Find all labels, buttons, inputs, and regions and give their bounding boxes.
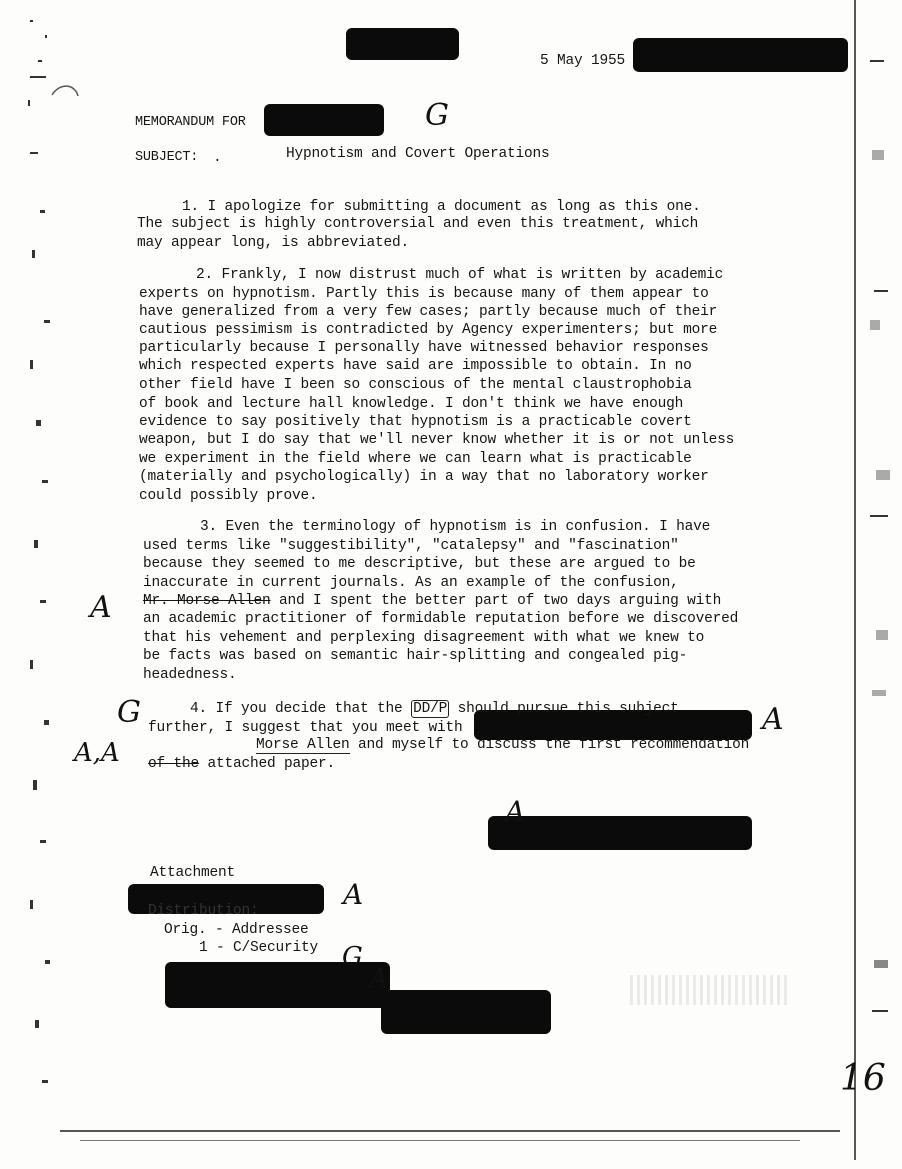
p4-number: 4.	[190, 701, 208, 717]
p4-struck: of the	[148, 756, 200, 772]
subject-dot: .	[213, 150, 222, 166]
p1-line: may appear long, is abbreviated.	[137, 235, 410, 251]
subject-label: SUBJECT:	[135, 150, 199, 165]
handwritten-g-top: G	[425, 98, 449, 133]
distribution-copy1: 1 - C/Security	[199, 940, 319, 956]
handwritten-a-right: A	[762, 702, 784, 737]
memo-label: MEMORANDUM FOR	[135, 115, 246, 130]
handwritten-a-sig: A	[505, 795, 526, 828]
p2-line: particularly because I personally have witnessed behavior responses	[139, 340, 709, 356]
handwritten-g-para4: G	[117, 695, 141, 730]
p3-line: used terms like "suggestibility", "catalepsy" and "fascination"	[143, 538, 679, 554]
p3-line: inaccurate in current journals. As an example of the confusion,	[143, 575, 679, 591]
p4-line-2: further, I suggest that you meet with	[148, 720, 463, 736]
p2-line: cautious pessimism is contradicted by Agency experimenters; but more	[139, 322, 718, 338]
p3-line-with-name	[143, 593, 721, 609]
p3-line: 3. Even the terminology of hypnotism is in confusion. I have	[200, 519, 711, 535]
p2-line: we experiment in the field where we can learn what is practicable	[139, 451, 692, 467]
p3-line: that his vehement and perplexing disagreement with what we knew to	[143, 630, 705, 646]
p2-line: evidence to say positively that hypnotism is a practicable covert	[139, 414, 692, 430]
p1-line: 1. I apologize for submitting a document as long as this one.	[182, 199, 701, 215]
handwritten-a-attachment: A	[343, 878, 364, 911]
p4-line-1	[190, 701, 679, 717]
p4-line-3	[256, 737, 749, 753]
p4-text-a: If you decide that the	[215, 701, 403, 717]
p4-name: Morse Allen	[256, 737, 350, 753]
p2-line: 2. Frankly, I now distrust much of what is written by academic	[196, 267, 724, 283]
p4-line-4-text: attached paper.	[207, 756, 336, 772]
subject-title: Hypnotism and Covert Operations	[286, 146, 550, 162]
p2-line: of book and lecture hall knowledge. I don't think we have enough	[139, 396, 684, 412]
dd-p-boxed: DD/P	[413, 701, 448, 717]
p3-line: because they seemed to me descriptive, but these are argued to be	[143, 556, 696, 572]
p1-line: The subject is highly controversial and even this treatment, which	[137, 216, 699, 232]
handwritten-g-dist: G	[342, 942, 363, 972]
redaction-addressee	[264, 104, 384, 136]
distribution-label: Distribution:	[148, 903, 259, 919]
redaction-top-center	[346, 28, 459, 60]
p2-line: other field have I been so conscious of the mental claustrophobia	[139, 377, 692, 393]
p4-line-4	[148, 756, 335, 772]
p3-line: headedness.	[143, 667, 237, 683]
p2-line: could possibly prove.	[139, 488, 318, 504]
memo-date: 5 May 1955	[540, 53, 626, 69]
handwritten-page-number: 16	[840, 1058, 886, 1099]
p2-line: (materially and psychologically) in a way that no laboratory worker	[139, 469, 709, 485]
p2-line: experts on hypnotism. Partly this is because many of them appear to	[139, 286, 709, 302]
struck-name: Mr. Morse Allen	[143, 593, 271, 609]
p3-line: an academic practitioner of formidable reputation before we discovered	[143, 611, 739, 627]
redaction-top-right	[633, 38, 848, 72]
redaction-signature	[488, 816, 752, 850]
redaction-distribution-2	[381, 990, 551, 1034]
p2-line: have generalized from a very few cases; partly because much of their	[139, 304, 718, 320]
distribution-orig: Orig. - Addressee	[164, 922, 309, 938]
attachment-label: Attachment	[150, 865, 236, 881]
handwritten-aa: A,A	[74, 738, 120, 768]
p4-line-3-text: and myself to discuss the first recommendation	[358, 737, 750, 753]
faint-stamp	[630, 975, 790, 1005]
handwritten-a-dist: A	[369, 964, 388, 994]
p3-line-rest: and I spent the better part of two days arguing with	[279, 593, 722, 609]
p2-line: which respected experts have said are impossible to obtain. In no	[139, 358, 692, 374]
p3-line: be facts was based on semantic hair-splitting and congealed pig-	[143, 648, 688, 664]
handwritten-a-para3: A	[90, 590, 112, 625]
p2-line: weapon, but I do say that we'll never know whether it is or not unless	[139, 432, 735, 448]
p4-text-b: should pursue this subject	[457, 701, 679, 717]
